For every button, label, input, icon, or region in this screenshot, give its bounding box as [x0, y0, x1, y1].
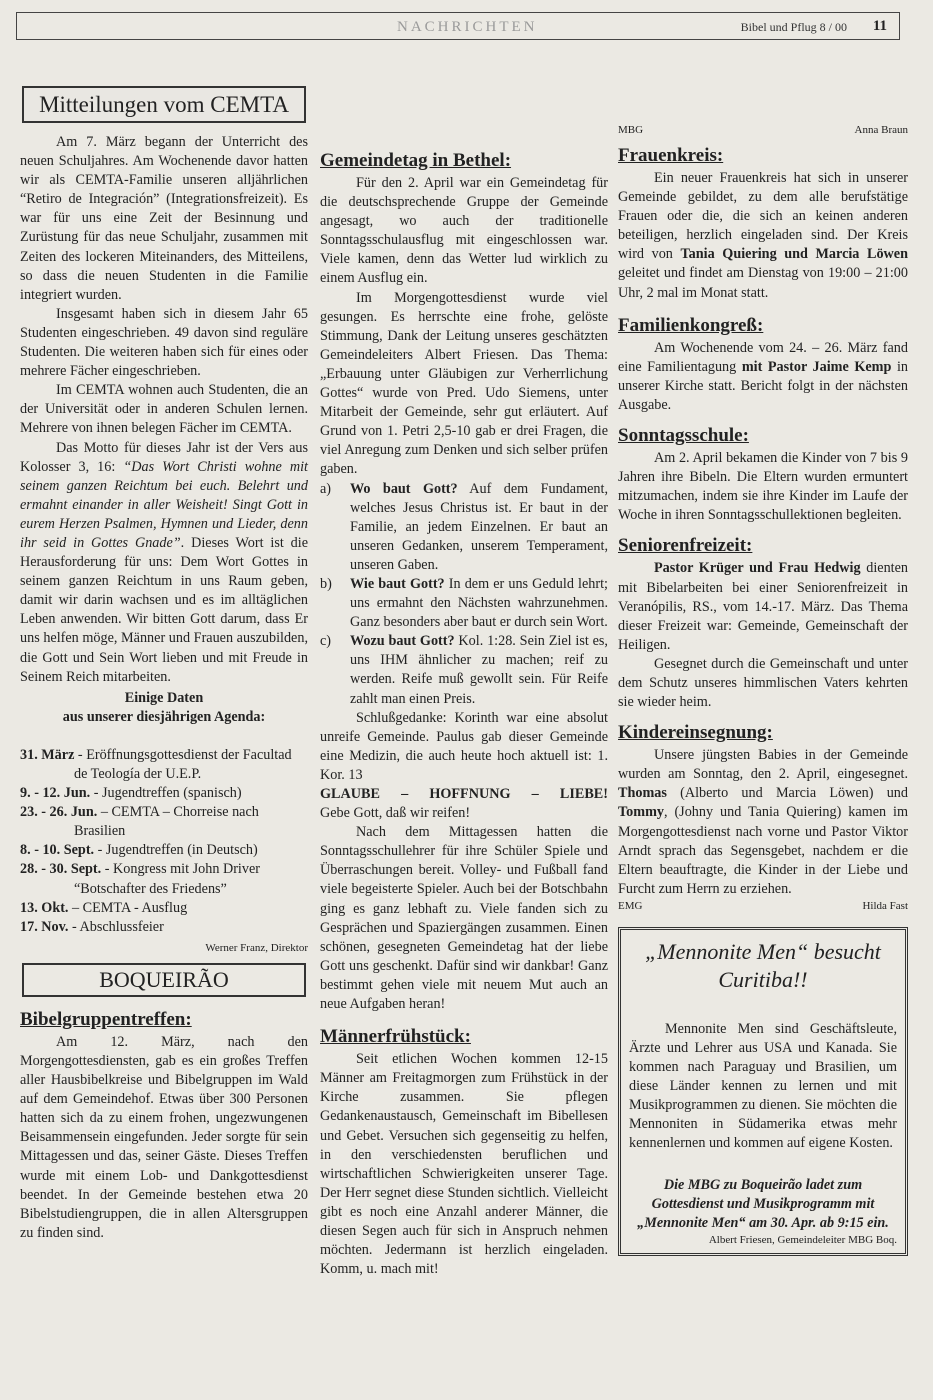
- kindereinsegnung-title: Kindereinsegnung:: [618, 722, 773, 744]
- gemeindetag-slogan: GLAUBE – HOFFNUNG – LIEBE!: [320, 786, 608, 802]
- publication-name: Bibel und Pflug 8 / 00: [740, 20, 847, 34]
- familienkongress-text: Am Wochenende vom 24. – 26. März fand eine Familientagung mit Pastor Jaime Kemp in unserer Kirche statt. Bericht folgt in der nächsten Ausgabe.: [618, 339, 908, 413]
- maenner-text: Seit etlichen Wochen kommen 12-15 Männer am Freitagmorgen zum Frühstück in der Kirche zusammen. Sie pflegen Gedankenaustausch, Gemeinschaft im Bibellesen und Gebet. Versuchen sich gegenseitig zu helfen, in den verschiedensten beruflichen und wirtschaftlichen Schwierigkeiten unserer Tage. Der Herr segnet diese Stunden sichtlich. Vielleicht gibt es noch eine Anzahl anderer Männer, die diesen Segen auch für sich in Anspruch nehmen möchten. Jedermann ist herzlich eingeladen. Komm, u. mach mit!: [320, 1051, 608, 1278]
- motto-quote: “Das Wort Christi wohne mit seinem ganzen Reichtum bei euch. Belehrt und ermahnt einander in aller Weisheit! Singt Gott in eurem Herzen Psalmen, Hymnen und Lieder, denn ihr seid in Gottes Gnade”: [20, 458, 308, 551]
- gemeindetag-paragraph: Schlußgedanke: Korinth war eine absolut unreife Gemeinde. Paulus gab dieser Gemeinde eine Medizin, die auch heute hoch aktuell ist: 1. Kor. 13: [320, 709, 608, 783]
- agenda-item: 9. - 12. Jun. - Jugendtreffen (spanisch): [20, 785, 242, 802]
- sonntagsschule-title: Sonntagsschule:: [618, 425, 749, 447]
- cemta-paragraph: Am 7. März begann der Unterricht des neuen Schuljahres. Am Wochenende davor hatten wir als CEMTA-Familie unseren alljährlichen “Retiro de Integración” (Integrationsfreizeit). Es war für uns eine Zeit der Besinnung und Zurüstung für das neue Schuljahr, zusammen mit Zeiten des lockeren Miteinanders, des Mitteilens, so dass die neuen Studenten in die Familie integriert wurden.: [20, 134, 308, 303]
- seniorenfreizeit-text: Pastor Krüger und Frau Hedwig dienten mit Bibelarbeiten bei einer Seniorenfreizeit in Veranópilis, RS., vom 14.-17. März. Das Thema dieser Freizeit war: Gemeinde, Gemeinschaft der Heiligen.: [618, 560, 908, 653]
- agenda-subtitle: aus unserer diesjährigen Agenda:: [62, 708, 266, 725]
- frauenkreis-text: Ein neuer Frauenkreis hat sich in unserer Gemeinde gebildet, zu dem alle berufstätige Frauen oder die, die sich an keinen anderen beteiligen, herzlich eingeladen sind. Der Kreis wird von Tania Quiering und Marcia Löwen geleitet und findet am Dienstag von 19:00 – 21:00 Uhr, 2 mal im Monat statt.: [618, 170, 908, 301]
- gemeindetag-paragraph: Nach dem Mittagessen hatten die Sonntagsschullehrer für ihre Schüler Spiele und Überraschungen bereit. Volley- und Fußball fand viele begeisterte Spieler. Auch bei der Botschbahn ging es ganz lebhaft zu. Viele fanden sich zu Gesprächen und Spaziergängen zusammen. Einen schönen, gesegneten Gemeindetag hat der liebe Gott uns geschenkt. Dafür sind wir dankbar! Ganz bestimmt gehen viele mit neuem Mut auch an neue Aufgaben heran!: [320, 824, 608, 1013]
- familienkongress-title: Familienkongreß:: [618, 314, 764, 336]
- question-item: a) Wo baut Gott? Auf dem Fundament, welches Jesus Christus ist. Er baut in der Familie, an jedem Einzelnen. Er baut an unseren Gedanken, unserem Temperament, unseren Gaben.: [320, 480, 608, 573]
- column-1: [20, 82, 308, 1243]
- section-title: NACHRICHTEN: [397, 19, 538, 35]
- mennonite-men-box: [618, 927, 908, 1256]
- column-2: [320, 82, 608, 1279]
- agenda-item: 28. - 30. Sept. - Kongress mit John Driver “Botschafter des Friedens”: [20, 861, 260, 897]
- continued-text-spacer: [618, 82, 908, 123]
- continued-text-spacer: [320, 82, 608, 144]
- cemta-signature: Werner Franz, Direktor: [205, 941, 308, 954]
- sonntagsschule-text: Am 2. April bekamen die Kinder von 7 bis 9 Jahren ihre Bibeln. Die Eltern wurden ermuntert mitzumachen, indem sie ihre Kinder im Laufe der Woche in ihren Sonntagsschullektionen begleiten.: [618, 450, 908, 524]
- seniorenfreizeit-title: Seniorenfreizeit:: [618, 535, 753, 557]
- motto-intro: Das Motto für dieses Jahr ist der Vers aus Kolosser 3, 16:: [20, 439, 308, 475]
- agenda-title: Einige Daten: [124, 689, 204, 706]
- gemeindetag-paragraph: Für den 2. April war ein Gemeindetag für die deutschsprechende Gruppe der Gemeinde angesagt, wo auch der traditionelle Sonntagsschulausflug mit eingeschlossen war. Viele kamen, denn das Wetter lud wirklich zu einem Ausflug ein.: [320, 175, 608, 287]
- mennonite-men-title: „Mennonite Men“ besucht Curitiba!!: [645, 938, 881, 992]
- question-item: b) Wie baut Gott? In dem er uns Geduld lehrt; uns ermahnt den Nächsten wahrzunehmen. Ganz besonders aber baut er durch sein Wort.: [320, 575, 608, 631]
- mennonite-men-invitation: Die MBG zu Boqueirão ladet zum Gottesdienst und Musikprogramm mit „Mennonite Men“ am 30. Apr. ab 9:15 ein.: [637, 1176, 889, 1231]
- motto-continuation: . Dieses Wort ist die Herausforderung für uns: Dem Wort Gottes in seinem ganzen Reichtum in uns Raum geben, damit wir darin wachsen und es im alltäglichen Leben anwenden. Wir bitten Gott darum, dass Er uns helfen möge, Männer und Frauen auszubilden, die Gott und Sein Wort lieben und mit Freude in Seinem Reich mitarbeiten.: [20, 534, 308, 685]
- maenner-signature: MBG Anna Braun: [618, 124, 908, 136]
- mennonite-men-signature: Albert Friesen, Gemeindeleiter MBG Boq.: [708, 1233, 897, 1246]
- agenda-list: [20, 746, 308, 937]
- bibelgruppen-title: Bibelgruppentreffen:: [20, 1008, 192, 1030]
- gemeindetag-paragraph: Gebe Gott, daß wir reifen!: [320, 805, 471, 822]
- agenda-item: 8. - 10. Sept. - Jugendtreffen (in Deutsch): [20, 842, 258, 859]
- mennonite-men-text: Mennonite Men sind Geschäftsleute, Ärzte und Lehrer aus USA und Kanada. Sie kommen nach Paraguay und Brasilien, um diese Länder kennen zu lernen und mit Musikprogrammen zu dienen. Sie möchten die Mennoniten in Südamerika etwas mehr kennenlernen und kommen auf eigene Kosten.: [629, 1020, 897, 1152]
- kindereinsegnung-signature: EMG Hilda Fast: [618, 899, 908, 912]
- boqueirao-heading: BOQUEIRÃO: [22, 963, 306, 997]
- agenda-item: 23. - 26. Jun. – CEMTA – Chorreise nach Brasilien: [20, 804, 259, 840]
- kindereinsegnung-text: Unsere jüngsten Babies in der Gemeinde wurden am Sonntag, den 2. April, eingesegnet. Thomas (Alberto und Marcia Löwen) und Tommy, (Johny und Tania Quiering) kamen im Morgengottesdienst nach vorne und Pastor Viktor Arndt sprach das Segensgebet, nachdem er die Eltern beauftragte, die Kinder in der Liebe und Furcht zum Herrn zu erziehen.: [618, 747, 908, 897]
- agenda-item: 17. Nov. - Abschlussfeier: [20, 918, 164, 935]
- page-number: 11: [872, 18, 887, 34]
- maenner-title: Männerfrühstück:: [320, 1026, 471, 1048]
- question-item: c) Wozu baut Gott? Kol. 1:28. Sein Ziel ist es, uns IHM ähnlicher zu machen; reif zu werden. Reife muß gewollt sein. Für Reife zahlt man einen Preis.: [320, 633, 608, 707]
- gemeindetag-paragraph: Im Morgengottesdienst wurde viel gesungen. Es herrschte eine frohe, gelöste Stimmung, Dank der Leitung unseres geschätzten Gemeindeleiters Albert Friesen. Das Thema: „Erbauung unter Gläubigen zur Verherrlichung Gottes“ wurde von Pred. Udo Siemens, unter Mitarbeit der Gemeinde, sehr gut erläutert. Auf Grund von 1. Petri 2,5-10 gab er drei Fragen, die viel Anregung zum Denken und sich selber prüfen gaben.: [320, 289, 608, 478]
- cemta-motto-paragraph: [20, 439, 308, 687]
- frauenkreis-title: Frauenkreis:: [618, 145, 724, 166]
- cemta-paragraph: Insgesamt haben sich in diesem Jahr 65 Studenten eingeschrieben. 49 davon sind reguläre Studenten. Die weiteren haben sich für eines oder mehrere Fächer eingeschrieben.: [20, 305, 308, 380]
- agenda-item: 31. März - Eröffnungsgottesdienst der Facultad de Teología der U.E.P.: [20, 746, 292, 782]
- agenda-item: 13. Okt. – CEMTA - Ausflug: [20, 899, 188, 916]
- page-header: [16, 12, 900, 40]
- column-3: [618, 82, 908, 1256]
- cemta-paragraph: Im CEMTA wohnen auch Studenten, die an der Universität oder in anderen Schulen lernen. Mehrere von ihnen belegen Fächer im CEMTA.: [20, 382, 308, 437]
- gemeindetag-title: Gemeindetag in Bethel:: [320, 150, 512, 171]
- cemta-heading: Mitteilungen vom CEMTA: [22, 86, 306, 123]
- seniorenfreizeit-text: Gesegnet durch die Gemeinschaft und unter dem Schutz unseres himmlischen Vaters kehrten sie wieder heim.: [618, 655, 908, 711]
- bibelgruppen-text: Am 12. März, nach den Morgengottesdiensten, gab es ein großes Treffen aller Hausbibelkreise und Bibelgruppen im Wald auf dem Gemeindehof. Etwas über 300 Personen hatten sich da zu einem frohen, ungezwungenen Beisammensein eingefunden. Jeder sorgte für sein Mittagessen und das, seiner Gäste. Dieses Treffen wurde mit einem Lob- und Dankgottesdienst beendet. In der Gemeinde bestehen etwa 20 Bibelstudiengruppen, die in allen Altersgruppen zu finden sind.: [20, 1033, 308, 1241]
